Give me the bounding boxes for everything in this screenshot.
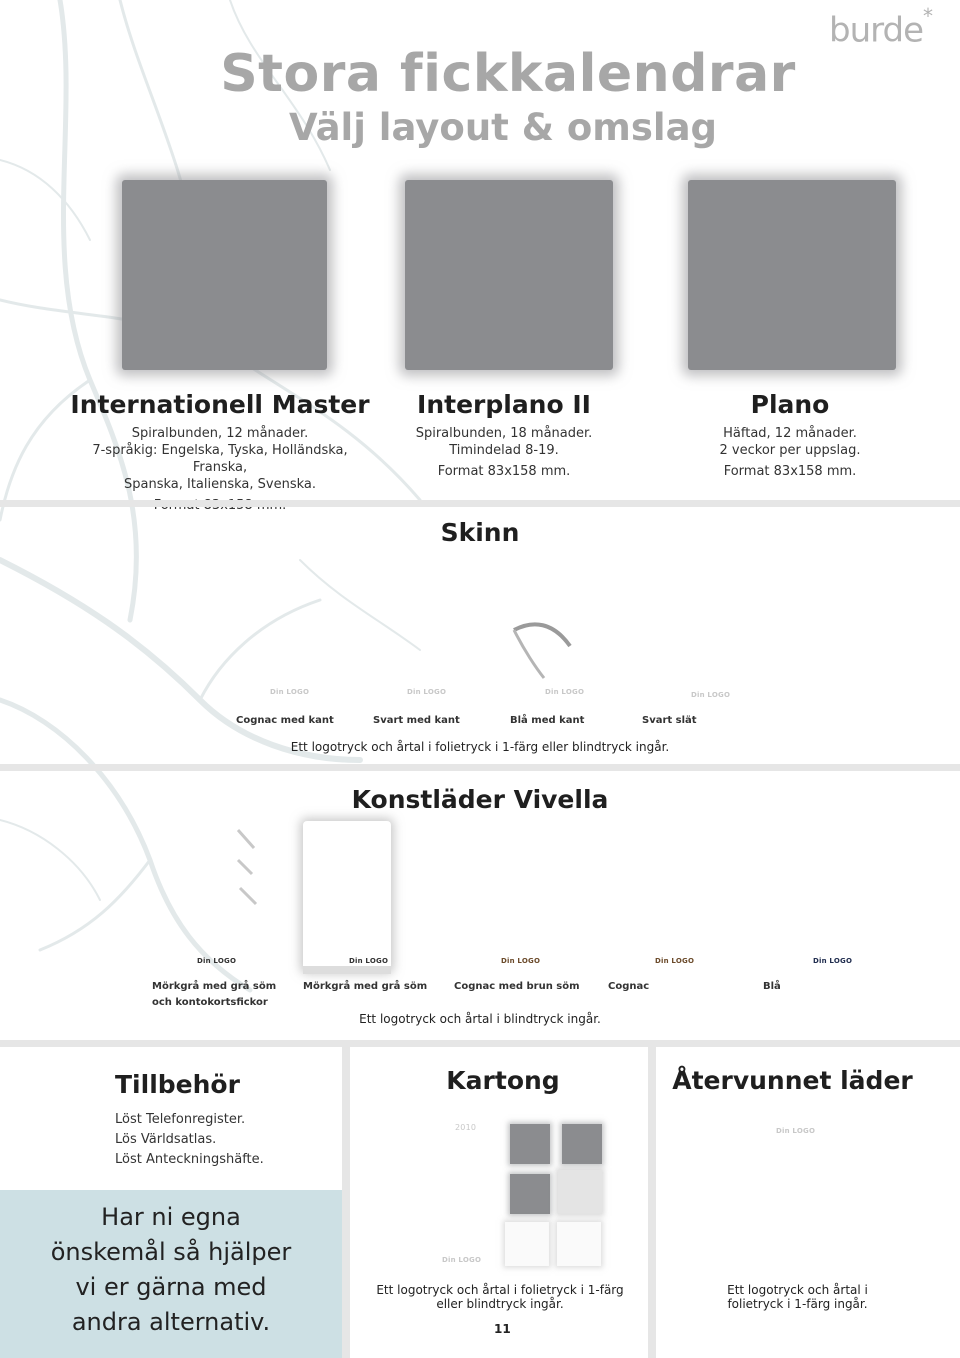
tillbehor-item: Löst Anteckningshäfte.	[115, 1152, 264, 1167]
kartong-swatch	[505, 1222, 549, 1266]
kartong-swatch	[510, 1174, 550, 1214]
skinn-variant-label: Blå med kant	[510, 715, 585, 726]
kartong-swatch	[557, 1222, 601, 1266]
vivella-cover-shadow	[303, 821, 391, 971]
vivella-variant-label: Mörkgrå med grå söm	[303, 981, 428, 992]
layout-desc: 7-språkig: Engelska, Tyska, Holländska, Franska,	[92, 443, 348, 475]
logo-placeholder: Din LOGO	[349, 957, 389, 965]
tillbehor-list	[115, 1110, 264, 1170]
skinn-variant-label: Svart med kant	[373, 715, 460, 726]
layout-desc: Spanska, Italienska, Svenska.	[123, 477, 317, 492]
layout-interplano	[380, 390, 628, 480]
vivella-cover-shadow	[303, 966, 391, 974]
kontokort-pocket-icon	[236, 828, 260, 908]
column-divider	[648, 1046, 656, 1358]
layout-format: Format 83x158 mm.	[723, 464, 857, 479]
section-title-tillbehor: Tillbehör	[115, 1070, 240, 1099]
kartong-swatch	[562, 1124, 602, 1164]
photo-internationell-master	[122, 180, 327, 370]
vivella-variant-label: Cognac med brun söm	[454, 981, 580, 992]
tillbehor-item: Lös Världsatlas.	[115, 1132, 217, 1147]
photo-plano	[688, 180, 896, 370]
kartong-note: Ett logotryck och årtal i folietryck i 1-färg eller blindtryck ingår.	[376, 1283, 624, 1311]
section-divider	[0, 1040, 960, 1047]
photo-interplano	[405, 180, 613, 370]
logo-placeholder: Din LOGO	[501, 957, 541, 965]
skinn-note: Ett logotryck och årtal i folietryck i 1-färg eller blindtryck ingår.	[290, 740, 670, 754]
layout-desc: Timindelad 8-19.	[449, 443, 559, 458]
page-subtitle: Välj layout & omslag	[288, 106, 718, 149]
logo-placeholder: Din LOGO	[655, 957, 695, 965]
logo-placeholder: Din LOGO	[545, 688, 585, 696]
layout-desc: Spiralbunden, 18 månader.	[415, 426, 593, 441]
brand-logo: burde*	[828, 4, 932, 51]
logo-placeholder: Din LOGO	[407, 688, 447, 696]
logo-placeholder: Din LOGO	[442, 1256, 482, 1264]
logo-placeholder: Din LOGO	[197, 957, 237, 965]
page-number: 11	[494, 1322, 511, 1336]
kartong-swatch	[558, 1170, 602, 1214]
section-title-skinn: Skinn	[440, 518, 520, 547]
layout-name: Interplano II	[417, 390, 591, 419]
section-title-vivella: Konstläder Vivella	[351, 785, 609, 814]
logo-placeholder: Din LOGO	[270, 688, 310, 696]
logo-placeholder: Din LOGO	[813, 957, 853, 965]
section-divider	[0, 500, 960, 507]
atervunnet-note: Ett logotryck och årtal i folietryck i 1-färg ingår.	[727, 1283, 868, 1311]
logo-placeholder: Din LOGO	[691, 691, 731, 699]
layout-internationell-master	[70, 390, 370, 514]
section-title-kartong: Kartong	[446, 1066, 560, 1095]
contact-callout: Har ni egna önskemål så hjälper vi er gärna med andra alternativ.	[0, 1190, 342, 1358]
year-label: 2010	[455, 1123, 477, 1132]
vivella-variant-label: Cognac	[608, 981, 650, 992]
skinn-variant-label: Svart slät	[642, 715, 697, 726]
logo-placeholder: Din LOGO	[776, 1127, 816, 1135]
section-divider	[0, 764, 960, 771]
vivella-variant-label: Mörkgrå med grå söm och kontokortsfickor	[152, 981, 277, 1008]
layout-name: Internationell Master	[70, 390, 370, 419]
section-title-atervunnet: Återvunnet läder	[672, 1066, 913, 1095]
vivella-variant-label: Blå	[763, 981, 781, 992]
vivella-note: Ett logotryck och årtal i blindtryck ingår.	[359, 1012, 601, 1026]
ribbon-bookmark-icon	[508, 620, 578, 680]
column-divider	[342, 1046, 350, 1358]
kartong-swatch	[510, 1124, 550, 1164]
layout-desc: Häftad, 12 månader.	[723, 426, 857, 441]
layout-format: Format 83x158 mm.	[437, 464, 571, 479]
layout-desc: Spiralbunden, 12 månader.	[131, 426, 309, 441]
tillbehor-item: Löst Telefonregister.	[115, 1112, 246, 1127]
layout-plano	[666, 390, 914, 480]
page-title: Stora fickkalendrar	[220, 44, 796, 104]
layout-name: Plano	[750, 390, 830, 419]
skinn-variant-label: Cognac med kant	[236, 715, 334, 726]
layout-desc: 2 veckor per uppslag.	[719, 443, 861, 458]
